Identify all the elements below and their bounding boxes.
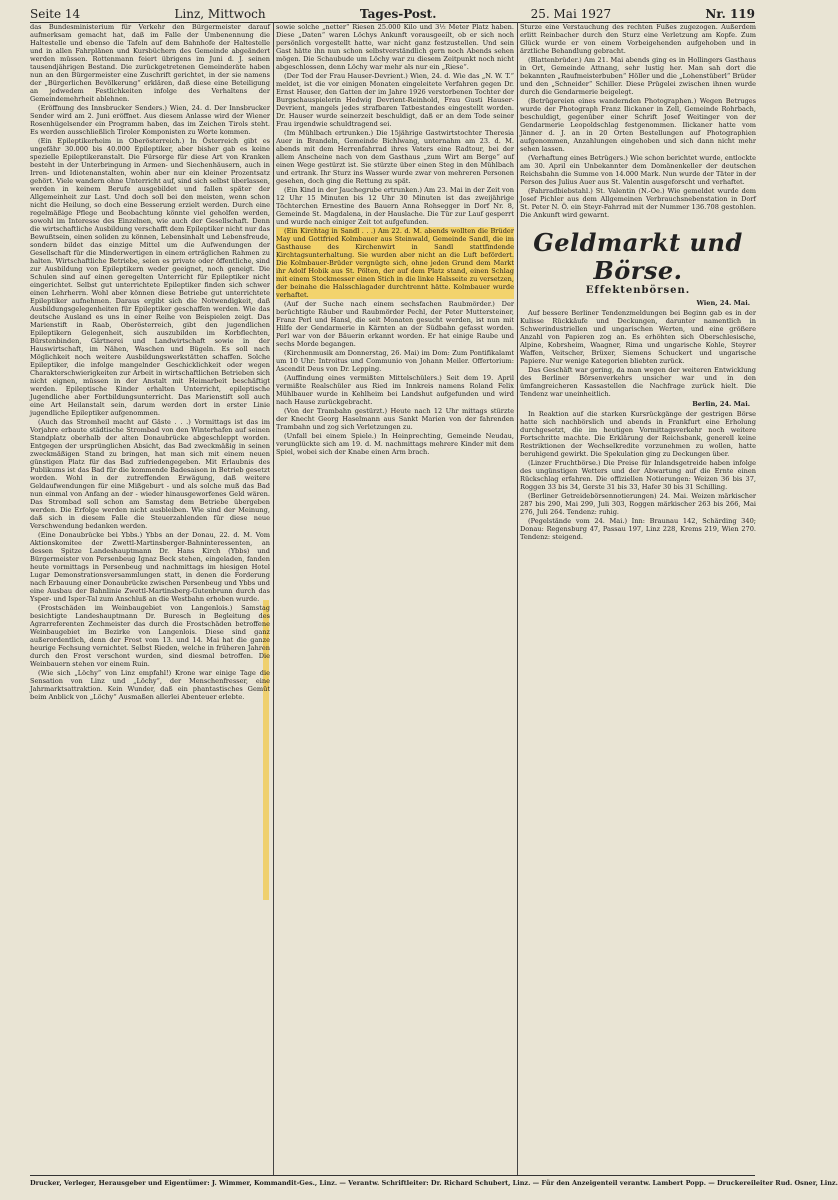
footer-rule: [30, 1175, 755, 1176]
imprint-footer: Drucker, Verleger, Herausgeber und Eigentümer: J. Wimmer, Kommandit-Ges., Linz. — Verantw. Schriftleiter: Dr. Richard Schubert, Linz. — Für den Anzeigenteil verantw. Lambert Popp. — Druckereileiter Rud. Osner, Linz.: [30, 1179, 838, 1187]
issue-date: 25. Mai 1927: [530, 7, 612, 21]
article-paragraph: (Fahrradbiebstahl.) St. Valentin (N.-Oe.) Wie gemeldet wurde dem Josef Pichler aus dem Allgemeinen Verbrauchsnebenstation in Dorf St. Peter N. Ö. ein Steyr-Fahrrad mit der Nummer 136.708 gestohlen. Die Ankunft wird gewarnt.: [520, 187, 756, 219]
dateline-berlin: Berlin, 24. Mai.: [692, 400, 750, 408]
column-3: [520, 23, 756, 1173]
newspaper-name: Tages-Post.: [359, 7, 437, 21]
article-paragraph: (Betrügereien eines wandernden Photographen.) Wegen Betruges wurde der Photograph Franz Ilickaner in Zell, Gemeinde Rohrbach, beschuldigt, gegenüber einer Schrift Josef Weitinger von der Gendarmerie Leopoldschlag festgenommen. Ilickaner hatte vom Jänner d. J. an in 20 Orten Bestellungen auf Photographien aufgenommen, Anzahlungen eingehoben und sich dann nicht mehr sehen lassen.: [520, 97, 756, 153]
market-paragraph: (Pegelstände vom 24. Mai.) Inn: Braunau 142, Schärding 340; Donau: Regensburg 47, Passau 197, Linz 228, Krems 219, Wien 270. Tendenz: steigend.: [520, 517, 756, 541]
market-paragraph: Das Geschäft war gering, da man wegen der weiteren Entwicklung des Berliner Börsenverkehrs unsicher war und in den ümfangreicheren Kassastellen die Nachfrage zurück hielt. Die Tendenz war uneinheitlich.: [520, 366, 756, 398]
article-paragraph: (Im Mühlbach ertrunken.) Die 15jährige Gastwirtstochter Theresia Auer in Brandeln, Gemeinde Bichlwang, unternahm am 23. d. M. abends mit dem Herrenfahrrad ihres Vaters eine Radtour, bei der allem Anscheine nach von dem Gasthaus „zum Wirt am Berge“ auf einen Wege gestürzt ist. Sie stürzte über einen Steg in den Mühlbach und ertrank. Ihr Sturz ins Wasser wurde zwar von mehreren Personen gesehen, doch ging die Rettung zu spät.: [276, 129, 514, 185]
article-paragraph: (Ein Epileptikerheim in Oberösterreich.) In Österreich gibt es ungefähr 30.000 bis 40.000 Epileptiker, aber bisher gab es keine spezielle Epileptikeranstalt. Die Fürsorge für diese Art von Kranken besteht in der Unterbringung in Armen- und Siechenhäusern, auch in Irren- und Idiotenanstalten, wohin aber nur ein kleiner Prozentsatz gehört. Viele wandern ohne Unterricht auf, sind sich selbst überlassen, werden in keinem Berufe ausgebildet und fallen später der Allgemeinheit zur Last. Und doch soll bei den meisten, wenn schon nicht die Heilung, so doch eine Besserung erzielt werden. Durch eine regelmäßige Pflege und Beobachtung könnte viel geholfen werden, sowohl im Interesse des Einzelnen, wie auch der Gesellschaft. Denn die wirtschaftliche Ausbildung verschafft dem Epileptiker nicht nur das Bewußtsein, einen soliden zu können, Lebensinhalt und Lebensfreude, sondern bildet das einzige Mittel um die Aufwendungen der Gesellschaft für die Minderwertigen in einem erträglichen Rahmen zu halten. Wirtschaftliche Betriebe, seien es private oder öffentliche, sind zur Ausbildung von Epileptikern weder geeignet, noch geneigt. Die Schulen sind auf einen geregelten Unterricht für Epileptiker nicht eingerichtet. Selbst gut unterrichtete Epileptiker finden sich schwer einen Lehrherrn. Wohl aber können diese Betriebe gut unterrichtete Epileptiker aufnehmen. Daraus ergibt sich die Notwendigkeit, daß Ausbildungsgelegenheiten für Epileptiker geschaffen werden. Wie das deutsche Ausland es uns in einer Reihe von Beispielen zeigt. Das Marienstift in Raab, Oberösterreich, gibt den jugendlichen Epileptikern Gelegenheit, sich auszubilden im Korbflechten, Bürstenbinden, Gärtnerei und Landwirtschaft sowie in der Hauswirtschaft, im Nähen, Waschen und Bügeln. Es soll nach Möglichkeit noch weitere Ausbildungswerkstätten schaffen. Solche Epileptiker, die infolge mangelnder Geschicklichkeit oder wegen Charakterschwierigkeiten zur Arbeit in wirtschaftlichen Betrieben sich nicht eignen, müssen in der Anstalt mit Heimarbeit beschäftigt werden. Epileptische Kinder erhalten Unterricht, epileptische Jugendliche aber Fortbildungsunterricht. Das Marienstift soll auch eine Art Heilanstalt sein, darum werden dort in erster Linie jugendliche Epileptiker aufgenommen.: [30, 137, 270, 417]
article-paragraph: (Blattenbrüder.) Am 21. Mai abends ging es in Hollingers Gasthaus in Ort, Gemeinde Attnang, sehr lustig her. Man sah dort die bekannten „Raufmeisterbuben“ Höller und die „Lohenstüberl“ Brüder und den „Schneider“ Schiller. Diese Prügelei zwischen ihnen wurde durch die Gendarmerie beigelegt.: [520, 56, 756, 96]
page-number: Seite 14: [30, 7, 81, 21]
article-paragraph: (Kirchenmusik am Donnerstag, 26. Mai) im Dom: Zum Pontifikalamt um 10 Uhr: Introitus und Communio von Johann Meiler. Offertorium: Ascendit Deus von Dr. Lepping.: [276, 349, 514, 373]
article-paragraph: (Unfall bei einem Spiele.) In Heinprechting, Gemeinde Neudau, verunglückte sich am 19. d. M. nachmittags mehrere Kinder mit dem Spiel, wobei sich der Knabe einen Arm brach.: [276, 432, 514, 456]
market-paragraph: (Berliner Getreidebörsennotierungen) 24. Mai. Weizen märkischer 287 bis 290, Mai 299, Juli 303, Roggen märkischer 263 bis 266, Mai 276, Juli 264. Tendenz: ruhig.: [520, 492, 756, 516]
article-paragraph: (Auf der Suche nach einem sechsfachen Raubmörder.) Der berüchtigte Räuber und Raubmörder Pechl, der Peter Muttersteiner, Franz Perl und Hansl, die seit Monaten gesucht werden, ist nun mit Hilfe der Gendarmerie in Kärnten an der Südbahn gefasst worden. Perl war von der Bäuerin erkannt worden. Er hat einige Raube und sechs Morde begangen.: [276, 300, 514, 348]
article-paragraph: (Von der Trambahn gestürzt.) Heute nach 12 Uhr mittags stürzte der Knecht Georg Haselmann aus Sankt Marien von der fahrenden Trambahn und zog sich Verletzungen zu.: [276, 407, 514, 431]
article-paragraph: Sturze eine Verstauchung des rechten Fußes zugezogen. Außerdem erlitt Reinbacher durch den Sturz eine Verletzung am Kopfe. Zum Glück wurde er von einem Vorbeigehenden aufgehoben und in ärztliche Behandlung gebracht.: [520, 23, 756, 55]
place-day: Linz, Mittwoch: [174, 7, 266, 21]
market-paragraph: Auf bessere Berliner Tendenzmeldungen bei Beginn gab es in der Kulisse Rückkäufe und Deckungen, darunter namentlich in Schwerindustriellen und ungarischen Werten, und eine größere Anzahl von Papieren zog an. Es erhöhten sich Oberschlesische, Alpine, Kobrsheim, Waagner, Rima und ungarische Kohle, Steyrer Waffen, Veitscher, Brüxer, Siemens Schuckert und ungarische Papiere. Nur wenige Kategorien bliebten zurück.: [520, 309, 756, 365]
market-paragraph: (Linzer Fruchtbörse.) Die Preise für Inlandsgetreide haben infolge des ungünstigen Wetters und der Abwartung auf die Ernte einen Rückschlag erfahren. Die offiziellen Notierungen: Weizen 36 bis 37, Roggen 33 bis 34, Gerste 31 bis 33, Hafer 30 bis 31 Schilling.: [520, 459, 756, 491]
article-paragraph: (Wie sich „Löchy“ von Linz empfahl!) Krone war einige Tage die Sensation von Linz und „Löchy“, der Menschenfresser, eine Jahrmarktsattraktion. Kein Wunder, daß ein phantastisches Gemüt beim Anblick von „Löchy“ Ausmaßen allerlei Abenteuer erlebte.: [30, 669, 270, 701]
column-2: [276, 23, 514, 1173]
article-paragraph: das Bundesministerium für Verkehr den Bürgermeister darauf aufmerksam gemacht hat, daß im Falle der Umbenennung die Haltestelle und ebenso die Tafeln auf dem Bahnhofe der Haltestelle und in allen Fahrplänen und Kursbüchern des Gemeinde abgeändert werden müssen. Rottenmann feiert übrigens im Juni d. J. seinen tausendjährigen Bestand. Die zurückgetretenen Gemeinderäte haben nun an den Bürgermeister eine Zuschrift gerichtet, in der sie namens der „Bürgerlichen Bevölkerung“ erklären, daß diese eine Beteiligung an jedwedem Festlichkeiten infolge des Verhaltens der Gemeindemehrheit ablehnen.: [30, 23, 270, 103]
section-title-geldmarkt: Geldmarkt und Börse.: [533, 228, 743, 285]
section-subtitle: Effektenbörsen.: [585, 285, 691, 296]
market-paragraph: In Reaktion auf die starken Kursrückgänge der gestrigen Börse hatte sich nachbörslich und abends in Frankfurt eine Erholung durchgesetzt, die im heutigen Vormittagsverkehr noch weitere Fortschritte machte. Die Erklärung der Reichsbank, generell keine Restriktionen der Wechselkredite vorzunehmen zu wollen, hatte beruhigend gewirkt. Die Spekulation ging zu Deckungen über.: [520, 410, 756, 458]
article-paragraph: (Auch das Stromheil macht auf Gäste . . .) Vormittags ist das im Vorjahre erbaute städtische Strombad von den Winterhafen auf seinen Standplatz oberhalb der alten Donaubrücke abgeschleppt worden. Entgegen der ursprünglichen Absicht, das Bad zweckmäßig in seinen zweckmäßigen Stand zu bringen, hat man sich mit einem neuen günstigen Platz für das Bad zufriedengegeben. Mit Erlaubnis des Publikums ist das Bad für die kommende Badesaison in Betrieb gesetzt worden. Wohl in der zutreffenden Erwägung, daß weitere Geldaufwendungen für eine Mißgeburt - und als solche muß das Bad nun einmal von Anfang an der - wieder hinausgeworfenes Geld wären. Das Strombad soll schon am Samstag dem Betriebe übergeben werden. Die Erfolge werden nicht ausbleiben. Wie sind der Meinung, daß sich in diesem Falle die Steuerzahlenden für diese neue Verschwendung bedanken werden.: [30, 418, 270, 530]
dateline-wien: Wien, 24. Mai.: [696, 299, 750, 307]
article-paragraph: sowie solche „netter“ Riesen 25.000 Kilo und 3½ Meter Platz haben. Diese „Daten“ waren Löchys Ankunft vorausgeeilt, ob er sich noch persönlich vorgestellt hatte, war nicht ganz festzustellen. Und sein Gast hätte ihn nun schon selbstverständlich gern noch Abends sehen mögen. Die Schaubude um Löchy war zu diesem Zeitpunkt noch nicht abgeschlossen, denn Löchy war mehr als nur ein „Riese“.: [276, 23, 514, 71]
article-paragraph: (Eröffnung des Innsbrucker Senders.) Wien, 24. d. Der Innsbrucker Sender wird am 2. Juni eröffnet. Aus diesem Anlasse wird der Wiener Rosenhügelsender ein Programm haben, das im Zeichen Tirols steht. Es werden ausschließlich Tiroler Komponisten zu Worte kommen.: [30, 104, 270, 136]
column-1: [30, 23, 270, 1173]
article-paragraph: (Eine Donaubrücke bei Ybbs.) Ybbs an der Donau, 22. d. M. Vom Aktionskomitee der Zwettl-Martinsberger-Bahninteressenten, an dessen Spitze Landeshauptmann Dr. Hans Kirch (Ybbs) und Bürgermeister von Persenbeug Ignaz Beck stehen, eingeladen, fanden heute vormittags in Persenbeug und nachmittags im hiesigen Hotel Lugar Demonstrationsversammlungen statt, in denen die Forderung nach Erbauung einer Donaubrücke zwischen Persenbeug und Ybbs und eine Ausbau der Bahnlinie Zwettl-Martinsberg-Gutenbrunn durch das Ysper- und Isper-Tal zum Anschluß an die Westbahn erhoben wurde.: [30, 531, 270, 603]
article-paragraph: (Der Tod der Frau Hauser-Devrient.) Wien, 24. d. Wie das „N. W. T.“ meldet, ist die vor einigen Monaten eingeleitete Verfahren gegen Dr. Ernst Hauser, den Gatten der im Jahre 1926 verstorbenen Tochter der Burgschauspielerin Hedwig Devrient-Reinhold, Frau Gusti Hauser-Devrient, mangels jedes strafbaren Tatbestandes eingestellt worden. Dr. Hauser wurde seinerzeit beschuldigt, daß er an dem Tode seiner Frau irgendwie schuldtragend sei.: [276, 72, 514, 128]
article-paragraph: (Frostschäden im Weinbaugebiet von Langenlois.) Samstag besichtigte Landeshauptmann Dr. Buresch in Begleitung des Agrarreferenten Zechmeister das durch die Frostschäden betroffene Weinbaugebiet im Bezirke von Langenlois. Diese sind ganz außerordentlich, denn der Frost vom 13. und 14. Mai hat die ganze heurige Fechsung vernichtet. Selbst Rieden, welche in früheren Jahren durch den Frost verschont wurden, sind diesmal betroffen. Die Weinbauern stehen vor einem Ruin.: [30, 604, 270, 668]
column-rule-1: [273, 22, 274, 1175]
column-rule-2: [517, 22, 518, 1175]
article-paragraph: (Verhaftung eines Betrügers.) Wie schon berichtet wurde, entlockte am 30. April ein Unbekannter dem Domänenkeller der deutschen Reichsbahn die Summe von 14.000 Mark. Nun wurde der Täter in der Person des Julius Auer aus St. Valentin ausgeforscht und verhaftet.: [520, 154, 756, 186]
page-header: [30, 6, 755, 22]
issue-number: Nr. 119: [705, 7, 755, 21]
article-paragraph: (Ein Kirchtag in Sandl . . .) Am 22. d. M. abends wollten die Brüder May und Gottfried Kolmbauer aus Steinwald, Gemeinde Sandl, die im Gasthause des Kirchenwirt in Sandl stattfindende Kirchtagsunterhaltung. Sie wurden aber nicht an die Luft befördert. Die Kolmbauer-Brüder vergnügte sich, ohne jeden Grund dem Markt ihr Adolf Hobik aus St. Pölten, der auf dem Platz stand, einen Schlag mit einem Stockmesser einen Stich in die linke Halsseite zu versetzen, der beinahe die Halsschlagader durchtrennt hätte. Kolmbauer wurde verhaftet.: [276, 227, 514, 299]
article-paragraph: (Auffindung eines vermißten Mittelschülers.) Seit dem 19. April vermißte Realschüler aus Ried im Innkreis namens Roland Felix Mühlbauer wurde in Kehlheim bei Landshut aufgefunden und wird nach Hause zurückgebracht.: [276, 374, 514, 406]
article-paragraph: (Ein Kind in der Jauchegrube ertrunken.) Am 23. Mai in der Zeit von 12 Uhr 15 Minuten bis 12 Uhr 30 Minuten ist das zweijährige Töchterchen Ernestine des Bauern Anna Rohsegger in Dorf Nr. 8, Gemeinde St. Magdalena, in der Hauslache. Die Tür zur Lauf gesperrt und wurde nach einiger Zeit tot aufgefunden.: [276, 186, 514, 226]
